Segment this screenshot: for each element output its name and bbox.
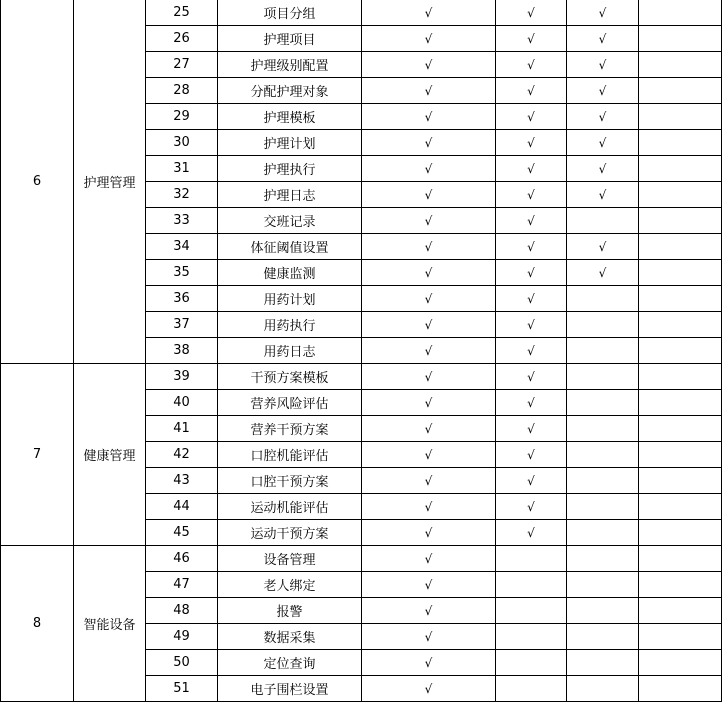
check-cell bbox=[639, 390, 722, 416]
check-cell bbox=[567, 442, 639, 468]
check-cell bbox=[639, 0, 722, 26]
check-cell: √ bbox=[362, 442, 496, 468]
row-number-cell: 35 bbox=[146, 260, 218, 286]
row-number-cell: 38 bbox=[146, 338, 218, 364]
check-cell: √ bbox=[496, 442, 567, 468]
row-number-cell: 39 bbox=[146, 364, 218, 390]
check-cell bbox=[639, 442, 722, 468]
row-number-cell: 40 bbox=[146, 390, 218, 416]
check-cell: √ bbox=[496, 26, 567, 52]
row-number-cell: 36 bbox=[146, 286, 218, 312]
check-cell: √ bbox=[496, 130, 567, 156]
check-cell bbox=[567, 468, 639, 494]
check-cell bbox=[567, 208, 639, 234]
row-number-cell: 45 bbox=[146, 520, 218, 546]
row-number-cell: 34 bbox=[146, 234, 218, 260]
check-cell: √ bbox=[362, 312, 496, 338]
item-name-cell: 报警 bbox=[218, 598, 362, 624]
check-cell: √ bbox=[362, 520, 496, 546]
check-cell: √ bbox=[362, 494, 496, 520]
check-cell bbox=[567, 676, 639, 702]
item-name-cell: 用药执行 bbox=[218, 312, 362, 338]
check-cell: √ bbox=[496, 286, 567, 312]
check-cell: √ bbox=[496, 182, 567, 208]
check-cell: √ bbox=[496, 468, 567, 494]
check-cell: √ bbox=[567, 260, 639, 286]
check-cell: √ bbox=[496, 364, 567, 390]
item-name-cell: 营养干预方案 bbox=[218, 416, 362, 442]
row-number-cell: 42 bbox=[146, 442, 218, 468]
table-row bbox=[1, 0, 722, 26]
check-cell: √ bbox=[362, 364, 496, 390]
check-cell: √ bbox=[362, 26, 496, 52]
check-cell: √ bbox=[567, 104, 639, 130]
check-cell bbox=[567, 416, 639, 442]
check-cell: √ bbox=[567, 78, 639, 104]
check-cell: √ bbox=[362, 546, 496, 572]
group-name-cell: 健康管理 bbox=[74, 364, 146, 546]
check-cell: √ bbox=[496, 234, 567, 260]
item-name-cell: 老人绑定 bbox=[218, 572, 362, 598]
item-name-cell: 护理执行 bbox=[218, 156, 362, 182]
check-cell: √ bbox=[362, 468, 496, 494]
check-cell: √ bbox=[362, 104, 496, 130]
check-cell bbox=[639, 494, 722, 520]
check-cell: √ bbox=[362, 624, 496, 650]
check-cell bbox=[639, 676, 722, 702]
check-cell: √ bbox=[496, 390, 567, 416]
check-cell: √ bbox=[362, 182, 496, 208]
item-name-cell: 护理日志 bbox=[218, 182, 362, 208]
item-name-cell: 用药日志 bbox=[218, 338, 362, 364]
item-name-cell: 护理计划 bbox=[218, 130, 362, 156]
check-cell: √ bbox=[362, 0, 496, 26]
group-number-cell: 8 bbox=[1, 546, 74, 702]
item-name-cell: 护理模板 bbox=[218, 104, 362, 130]
check-cell bbox=[639, 624, 722, 650]
check-cell bbox=[639, 208, 722, 234]
check-cell bbox=[567, 312, 639, 338]
check-cell bbox=[639, 520, 722, 546]
row-number-cell: 32 bbox=[146, 182, 218, 208]
item-name-cell: 口腔干预方案 bbox=[218, 468, 362, 494]
check-cell: √ bbox=[496, 416, 567, 442]
check-cell: √ bbox=[362, 130, 496, 156]
row-number-cell: 46 bbox=[146, 546, 218, 572]
check-cell: √ bbox=[496, 208, 567, 234]
row-number-cell: 47 bbox=[146, 572, 218, 598]
check-cell bbox=[639, 650, 722, 676]
check-cell: √ bbox=[362, 338, 496, 364]
row-number-cell: 30 bbox=[146, 130, 218, 156]
item-name-cell: 设备管理 bbox=[218, 546, 362, 572]
item-name-cell: 干预方案模板 bbox=[218, 364, 362, 390]
row-number-cell: 37 bbox=[146, 312, 218, 338]
check-cell bbox=[496, 650, 567, 676]
check-cell bbox=[567, 546, 639, 572]
item-name-cell: 项目分组 bbox=[218, 0, 362, 26]
check-cell: √ bbox=[362, 52, 496, 78]
row-number-cell: 49 bbox=[146, 624, 218, 650]
item-name-cell: 健康监测 bbox=[218, 260, 362, 286]
check-cell: √ bbox=[362, 156, 496, 182]
check-cell: √ bbox=[567, 234, 639, 260]
check-cell: √ bbox=[496, 0, 567, 26]
row-number-cell: 26 bbox=[146, 26, 218, 52]
check-cell bbox=[639, 104, 722, 130]
table-row bbox=[1, 364, 722, 390]
row-number-cell: 44 bbox=[146, 494, 218, 520]
check-cell: √ bbox=[567, 26, 639, 52]
check-cell: √ bbox=[362, 286, 496, 312]
check-cell bbox=[496, 624, 567, 650]
check-cell: √ bbox=[567, 156, 639, 182]
check-cell bbox=[639, 182, 722, 208]
row-number-cell: 29 bbox=[146, 104, 218, 130]
check-cell: √ bbox=[362, 598, 496, 624]
check-cell bbox=[567, 624, 639, 650]
check-cell: √ bbox=[496, 104, 567, 130]
check-cell bbox=[496, 546, 567, 572]
check-cell bbox=[567, 338, 639, 364]
group-name-cell: 智能设备 bbox=[74, 546, 146, 702]
item-name-cell: 口腔机能评估 bbox=[218, 442, 362, 468]
row-number-cell: 48 bbox=[146, 598, 218, 624]
check-cell: √ bbox=[496, 494, 567, 520]
check-cell: √ bbox=[496, 52, 567, 78]
check-cell bbox=[496, 572, 567, 598]
check-cell: √ bbox=[567, 0, 639, 26]
check-cell: √ bbox=[362, 390, 496, 416]
check-cell bbox=[639, 260, 722, 286]
row-number-cell: 50 bbox=[146, 650, 218, 676]
check-cell bbox=[639, 338, 722, 364]
check-cell bbox=[639, 598, 722, 624]
group-number-cell: 6 bbox=[1, 0, 74, 364]
check-cell bbox=[639, 312, 722, 338]
check-cell: √ bbox=[496, 520, 567, 546]
check-cell: √ bbox=[362, 650, 496, 676]
check-cell: √ bbox=[496, 312, 567, 338]
group-number-cell: 7 bbox=[1, 364, 74, 546]
check-cell bbox=[639, 286, 722, 312]
check-cell bbox=[639, 572, 722, 598]
group-name-cell: 护理管理 bbox=[74, 0, 146, 364]
row-number-cell: 31 bbox=[146, 156, 218, 182]
check-cell: √ bbox=[362, 260, 496, 286]
check-cell: √ bbox=[496, 260, 567, 286]
row-number-cell: 33 bbox=[146, 208, 218, 234]
check-cell bbox=[639, 130, 722, 156]
item-name-cell: 用药计划 bbox=[218, 286, 362, 312]
check-cell bbox=[639, 26, 722, 52]
check-cell: √ bbox=[567, 182, 639, 208]
check-cell bbox=[567, 494, 639, 520]
check-cell bbox=[496, 598, 567, 624]
item-name-cell: 护理级别配置 bbox=[218, 52, 362, 78]
item-name-cell: 体征阈值设置 bbox=[218, 234, 362, 260]
check-cell: √ bbox=[496, 338, 567, 364]
check-cell bbox=[567, 598, 639, 624]
check-cell bbox=[639, 364, 722, 390]
check-cell bbox=[639, 234, 722, 260]
check-cell: √ bbox=[496, 156, 567, 182]
check-cell bbox=[639, 52, 722, 78]
item-name-cell: 交班记录 bbox=[218, 208, 362, 234]
item-name-cell: 运动干预方案 bbox=[218, 520, 362, 546]
check-cell bbox=[567, 572, 639, 598]
check-cell bbox=[639, 468, 722, 494]
check-cell bbox=[567, 650, 639, 676]
check-cell bbox=[567, 520, 639, 546]
check-cell bbox=[639, 78, 722, 104]
check-cell bbox=[496, 676, 567, 702]
check-cell bbox=[639, 156, 722, 182]
item-name-cell: 运动机能评估 bbox=[218, 494, 362, 520]
check-cell: √ bbox=[567, 52, 639, 78]
item-name-cell: 电子围栏设置 bbox=[218, 676, 362, 702]
check-cell: √ bbox=[567, 130, 639, 156]
item-name-cell: 定位查询 bbox=[218, 650, 362, 676]
item-name-cell: 护理项目 bbox=[218, 26, 362, 52]
check-cell: √ bbox=[496, 78, 567, 104]
check-cell bbox=[567, 390, 639, 416]
item-name-cell: 营养风险评估 bbox=[218, 390, 362, 416]
item-name-cell: 数据采集 bbox=[218, 624, 362, 650]
item-name-cell: 分配护理对象 bbox=[218, 78, 362, 104]
row-number-cell: 25 bbox=[146, 0, 218, 26]
check-cell bbox=[639, 416, 722, 442]
row-number-cell: 51 bbox=[146, 676, 218, 702]
check-cell: √ bbox=[362, 572, 496, 598]
check-cell bbox=[567, 286, 639, 312]
check-cell bbox=[639, 546, 722, 572]
check-cell: √ bbox=[362, 78, 496, 104]
row-number-cell: 28 bbox=[146, 78, 218, 104]
check-cell bbox=[567, 364, 639, 390]
row-number-cell: 41 bbox=[146, 416, 218, 442]
table-body bbox=[1, 0, 722, 702]
check-cell: √ bbox=[362, 208, 496, 234]
check-cell: √ bbox=[362, 676, 496, 702]
check-cell: √ bbox=[362, 234, 496, 260]
row-number-cell: 27 bbox=[146, 52, 218, 78]
table-row bbox=[1, 546, 722, 572]
check-cell: √ bbox=[362, 416, 496, 442]
row-number-cell: 43 bbox=[146, 468, 218, 494]
